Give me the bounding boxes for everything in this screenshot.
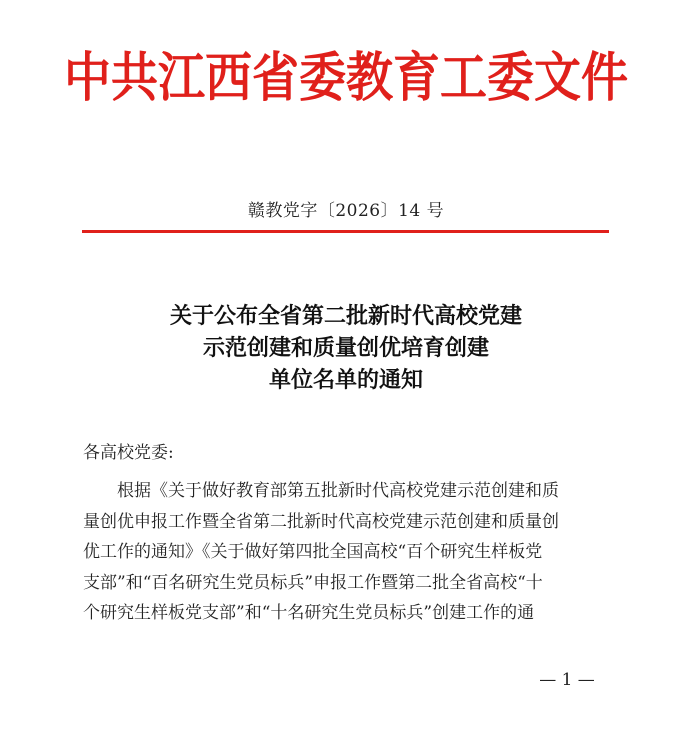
title-line-1: 关于公布全省第二批新时代高校党建 (169, 303, 522, 329)
salutation: 各高校党委: (83, 443, 174, 463)
body-paragraph (83, 476, 610, 629)
masthead-title: 中共江西省委教育工委文件 (64, 47, 628, 110)
title-line-2: 示范创建和质量创优培育创建 (202, 335, 489, 361)
body-line-4: 支部”和“百名研究生党员标兵”申报工作暨第二批全省高校“十 (83, 572, 543, 593)
page-number: — 1 — (539, 670, 595, 690)
body-line-1: 根据《关于做好教育部第五批新时代高校党建示范创建和质 (117, 481, 559, 501)
document-number: 赣教党字〔2026〕14 号 (247, 201, 445, 221)
document-title (0, 300, 692, 396)
body-line-2: 量创优申报工作暨全省第二批新时代高校党建示范创建和质量创 (83, 511, 559, 532)
title-line-3: 单位名单的通知 (268, 367, 423, 393)
red-divider-rule (82, 230, 609, 233)
body-line-3: 优工作的通知》《关于做好第四批全国高校“百个研究生样板党 (83, 542, 543, 562)
body-line-5: 个研究生样板党支部”和“十名研究生党员标兵”创建工作的通 (83, 603, 535, 623)
